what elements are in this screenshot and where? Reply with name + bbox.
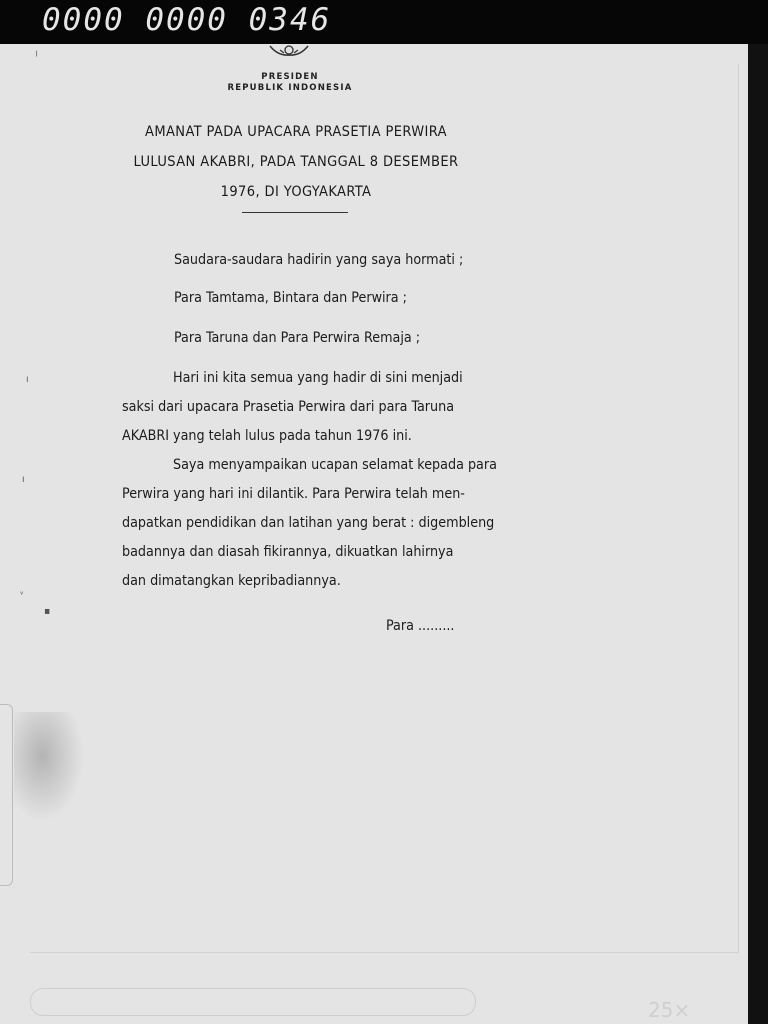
paragraph-2-line-5: dan dimatangkan kepribadiannya. <box>122 573 341 589</box>
margin-mark: ı <box>22 474 25 485</box>
letterhead-line-2: REPUBLIK INDONESIA <box>227 83 353 93</box>
margin-mark: ╵ <box>34 52 40 63</box>
salutation-2: Para Tamtama, Bintara dan Perwira ; <box>174 290 407 306</box>
margin-mark: ▪ <box>44 606 51 617</box>
salutation-1: Saudara-saudara hadirin yang saya hormati ; <box>174 252 464 268</box>
title-line-2: LULUSAN AKABRI, PADA TANGGAL 8 DESEMBER <box>133 154 459 170</box>
paragraph-2-line-3: dapatkan pendidikan dan latihan yang berat : digembleng <box>122 515 495 531</box>
margin-mark: ᵛ <box>20 590 24 601</box>
salutation-3: Para Taruna dan Para Perwira Remaja ; <box>174 330 421 346</box>
garuda-emblem-icon <box>266 44 312 58</box>
film-edge <box>748 44 768 1024</box>
frame-number: 0000 0000 0346 <box>42 2 332 38</box>
margin-mark: ı <box>26 374 29 385</box>
scan-smudge <box>14 712 84 822</box>
paragraph-1-line-3: AKABRI yang telah lulus pada tahun 1976 ini. <box>122 428 412 444</box>
continuation-marker: Para ......... <box>386 618 455 634</box>
paragraph-2-line-2: Perwira yang hari ini dilantik. Para Perwira telah men- <box>122 486 465 502</box>
document-page <box>0 44 748 1024</box>
title-line-3: 1976, DI YOGYAKARTA <box>220 184 372 200</box>
binder-tab <box>0 704 13 886</box>
reduction-scale-mark: 25× <box>648 998 691 1022</box>
film-header <box>0 0 768 44</box>
paragraph-1-line-2: saksi dari upacara Prasetia Perwira dari para Taruna <box>122 399 455 415</box>
page-bottom-bar <box>30 988 476 1016</box>
title-line-1: AMANAT PADA UPACARA PRASETIA PERWIRA <box>145 124 447 140</box>
letterhead-line-1: PRESIDEN <box>261 72 319 82</box>
paragraph-2-line-4: badannya dan diasah fikirannya, dikuatkan lahirnya <box>122 544 454 560</box>
title-underline <box>242 212 348 213</box>
paragraph-2-line-1: Saya menyampaikan ucapan selamat kepada para <box>173 457 497 473</box>
paragraph-1-line-1: Hari ini kita semua yang hadir di sini menjadi <box>173 370 463 386</box>
